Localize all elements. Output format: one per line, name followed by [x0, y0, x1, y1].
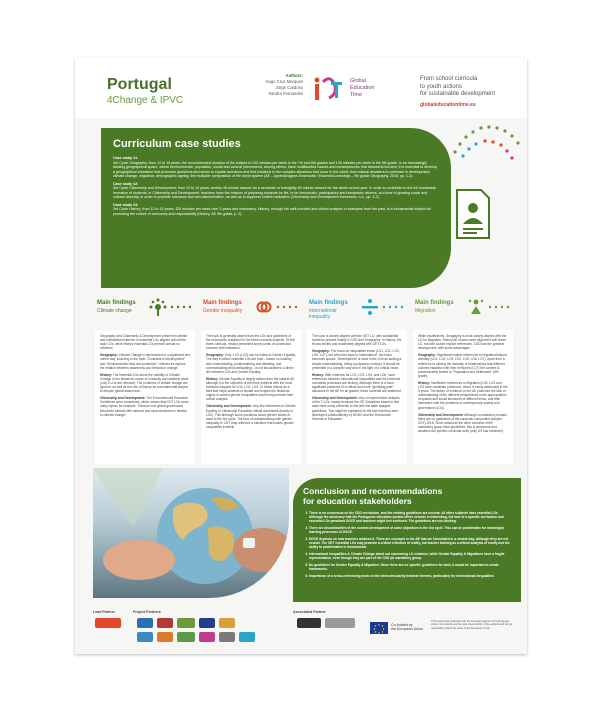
logo-line: Time	[350, 92, 363, 98]
eu-disclaimer: This poster was produced with the financial support of the European Union. Its contents are the sole responsibility of the authors and do not necessarily reflect the views of the European Union.	[431, 620, 513, 630]
partner-logo	[199, 618, 215, 628]
case-label: Case study #1:	[113, 156, 139, 160]
findings-paragraph	[312, 334, 402, 346]
case-study	[113, 203, 439, 217]
para-text: Insufficient references to Migration (LO5, LO2 and LO3 have moderate presence), which is rarely addressed in the 3 years. The failure of evidence in the AE promotes the lack of understanding of the different perspectives in the appropriation of spaces and social structures of different times, and their interaction with the problems of contemporary society and governance (LO4).	[418, 380, 508, 410]
findings-heading: Main findings	[203, 300, 242, 306]
findings-heading: Main findings	[309, 300, 348, 306]
para-heading: Geography:	[418, 353, 436, 358]
country-title: Portugal	[107, 76, 172, 93]
poster	[75, 58, 527, 654]
associated-partner-logo	[297, 618, 321, 628]
tagline-line: to youth actions	[420, 83, 463, 90]
conclusion-item: 4. International Inequalities & Climate Change stand out concerning LO evidence, while Gender Equality & Migrations have a fragile representation, even though they are part of the CDD (at mandatory group.	[309, 552, 511, 560]
conclusion-title-line: for education stakeholders	[303, 496, 412, 506]
findings-topic: Migration	[415, 308, 436, 314]
findings-paragraph	[100, 353, 190, 369]
findings-body	[307, 330, 407, 464]
dots-decoration	[487, 304, 515, 310]
dots-decoration	[169, 304, 197, 310]
gender-inequality-icon	[255, 298, 273, 316]
findings-paragraph	[206, 353, 296, 373]
get-logo-icon	[313, 76, 343, 102]
eu-flag-icon	[370, 622, 388, 634]
findings-paragraph	[100, 396, 190, 416]
dots-decoration	[275, 304, 303, 310]
migration-icon	[467, 298, 485, 316]
para-heading: History:	[100, 372, 113, 377]
authors-block	[235, 73, 303, 97]
case-text: 3rd Cycle Citizenship and Development; from 12 to 15 years; weekly 45-minute classes for a semester or fortnightly 45-minute classes for the whole school year. In order to contribute to the full humanistic formation of students, in Citizenship and Development, teachers have the mission of preparing students for life, to be democratic, participatory and humanistic citizens, at a time of growing social and cultural diversity, in order to promote tolerance and non-discrimination, as well as to suppress violent radicalism (Citizenship and Development framework, n.d., pp. 1-2).	[113, 186, 437, 199]
findings-body	[201, 330, 301, 464]
para-text: The essential LOs about the visibility of Climate Change in the historical course of humanity are relatively weak (only 3 LOs are relevant). The problems of climate change are ignored, as well as the role of history as a fundamental subject to deepen global awareness.	[100, 372, 189, 394]
para-text: With evidence for LO2, LO3, LO4, and LO6, more references between international inequalities and the historical colonialist processes are lacking. Although there is a more significant presence of a critical and more "glorifying past" discourse in the AE for all grades, these contents are scattered.	[312, 372, 402, 394]
logo-text	[350, 78, 374, 99]
para-heading: Citizenship and Development:	[100, 396, 146, 401]
conclusion-item: 6. Importance of a cross-referencing work on the intercurricularity between themes, particularly for international inequalities	[309, 574, 511, 578]
findings-row	[95, 296, 515, 464]
findings-heading: Main findings	[97, 300, 136, 306]
dots-decoration	[381, 304, 409, 310]
findings-gender-inequality	[201, 296, 305, 464]
case-text: 3rd Cycle Geography; from 12 to 15 years; the recommended duration of the subject is 100 minutes per week in the 7th and 8th grades and 125 minutes per week in the 9th grade. In an increasingly dividing geographical space, where environmental, population, social and cultural phenomena, among others, have multifaceted causes and consequences that transcend borders, it is essential to develop a geographical education that promotes questions and seeks to equate scenarios and find solutions to the complex situations that occur in the world, from natural disasters to contrasts in development, climate change, migration, demographic ageing, the multiplier composition of the world system (AE – Aprendizagens Essenciais / Essential Learnings – 9th grade Geography, 2018, pp. 1-2).	[113, 160, 437, 178]
conclusion-title-line: Conclusion and recommendations	[303, 486, 443, 496]
project-subtitle: 4Change & IPVC	[107, 95, 184, 106]
partner-logo	[177, 632, 195, 642]
tagline	[420, 76, 495, 99]
case-label: Case study #2:	[113, 181, 139, 186]
partner-logo	[137, 618, 153, 628]
associated-partner-label: Associated Partner	[293, 610, 326, 614]
partner-logo	[199, 632, 215, 642]
conclusion-list	[303, 511, 511, 578]
author-name: Hugo Cruz Marques	[265, 79, 303, 84]
author-name: Sandra Fernandes	[268, 91, 303, 96]
case-study	[113, 156, 439, 179]
lead-partner-logo	[95, 618, 121, 628]
para-text: The topic is closely aligned with the GET LO, with substantial evidence present mainly in CDD and Geography. In History, the fit was limited and moderately aligned with GET LOs.	[312, 334, 402, 347]
partner-logo	[219, 618, 235, 628]
para-text: The Environmental Education Guidelines were considered, which means that CDT LOs cover many topics; for example, "Discuss how global governance structures interact with national and local structures in relation to climate change".	[100, 396, 189, 417]
findings-paragraph	[418, 381, 508, 410]
findings-paragraph	[100, 373, 190, 393]
para-heading: Geography:	[100, 353, 118, 358]
findings-paragraph	[418, 413, 508, 433]
partner-logo	[177, 618, 195, 628]
para-heading: History:	[206, 376, 219, 381]
conclusion-item: 5. No guidelines for Gender Equality & Migration. Since there are no specific guidelines for both, it would be important to create frameworks.	[309, 563, 511, 571]
dotted-arc-decoration	[445, 122, 525, 198]
curriculum-case-studies	[101, 128, 451, 288]
findings-paragraph	[418, 334, 508, 350]
para-heading: Citizenship and Development:	[312, 396, 358, 401]
para-text: Although a mandatory domain, there are no guidelines of the curricular component (subject CDT) 2018. Since almost all the other domains of the mandatory group have guidelines, this is worrisome and weakens the specific curricular work (only 2/3 has evidence).	[418, 412, 508, 433]
partners-footer	[93, 610, 513, 650]
findings-paragraph	[206, 404, 296, 429]
tagline-line: for sustainable development	[420, 91, 496, 97]
partner-logo	[157, 632, 173, 642]
climate-change-icon	[149, 298, 167, 316]
conclusion-title	[303, 486, 511, 506]
poster-header	[75, 58, 527, 118]
findings-body	[413, 330, 513, 464]
findings-heading: Main findings	[415, 300, 454, 306]
para-heading: Citizenship and Development:	[418, 412, 464, 417]
partner-logo	[219, 632, 235, 642]
lead-partner-label: Lead Partner	[93, 610, 115, 614]
para-heading: Geography:	[206, 353, 224, 358]
findings-climate-change	[95, 296, 199, 464]
para-text: Very few references to Gender Equality in Citizenship Education official documents (mainly in LO2). This although some questions about gender issues is done in the 3rd cycle. The lack of mainstreaming with gender inequality in CDT may reinforce a narrative that makes gender inequalities invisible.	[206, 404, 296, 429]
eu-text-line: Co-funded by	[391, 623, 413, 627]
associated-partner-logo	[325, 618, 355, 628]
findings-header	[413, 296, 517, 328]
para-heading: Citizenship and Development:	[206, 404, 252, 409]
findings-paragraph	[312, 373, 402, 393]
conclusion-section	[293, 478, 521, 602]
para-text: Significant explicit references to Migration/cultural diversity (LO1, LO2, LO3, LO4, LO5, LO6, LO7). Apart from a reference to valuing the diversity of relationships that different cultures establish with their territories (LO7) the content is predominately limited to "Population and Settlement" (8th grade).	[418, 353, 507, 378]
findings-international-inequality	[307, 296, 411, 464]
conclusion-item: 3. DGCE depends on how teachers address it. There are concepts in the AE that are formulated in a neutral way, although they are not neutral. The GET essential LOs may promote a critical reflection of reality, but teacher training as a critical analysis of reality and the ability to problematize is fundamental.	[309, 537, 511, 550]
findings-paragraph	[418, 353, 508, 378]
para-text: The focus on inequalities exists (LO1, LO2, LO3, LO5, LO7), but when the topic is 'international', the focus becomes sparse. 'Development' is used in the LOs as lacking a simple understanding, being a polysemic concept, it should be presented in a complex way and in the light of a critical vision.	[312, 349, 402, 370]
para-heading: History:	[312, 372, 325, 377]
website-link[interactable]: globaleducationtime.eu	[420, 102, 476, 108]
para-text: Climate Change is represented in a significant and varied way, including in the topic "Contrasts in development" and "Environmental risks and protection"; references explore the relation between awareness and behaviour change.	[100, 353, 191, 370]
partner-logo	[137, 632, 153, 642]
cases-title: Curriculum case studies	[113, 138, 241, 150]
findings-paragraph	[206, 377, 296, 402]
conclusion-item: 2. There are discontinuities in the content development of some objectives in the 3rd cycle. This can be problematic for meaningful learning processes in DGCE.	[309, 526, 511, 534]
logo-line: Global	[350, 78, 366, 84]
eu-text-line: the European Union	[391, 627, 423, 632]
case-text: 3rd Cycle History; from 12 to 15 years; 325 minutes per week over 3 years and mandatory. History, through the well-founded and critical analysis of examples from the past, is a fundamental subject for promoting the culture of autonomy and responsibility (History, AE 9th grade, p. 2).	[113, 207, 431, 216]
findings-paragraph	[312, 349, 402, 369]
international-inequality-icon	[361, 298, 379, 316]
findings-body	[95, 330, 195, 464]
conclusion-item: 1. There is no consensus on the CDD curriculum, and the existing guidelines are unclear. All other subjects have essential LOs. Although the autonomy that the Portuguese education system offers schools is interesting, the lack of a specific curriculum and essential LOs penalises DGCE and teachers might feel confused. The guidelines are non-binding.	[309, 511, 511, 524]
case-label: Case study #3:	[113, 202, 139, 207]
partner-logo	[157, 618, 173, 628]
findings-paragraph	[100, 334, 190, 350]
findings-header	[95, 296, 199, 328]
document-person-icon	[455, 188, 491, 240]
findings-migration	[413, 296, 517, 464]
globe-illustration	[93, 468, 289, 598]
para-heading: Geography:	[312, 349, 330, 354]
findings-topic: Gender inequality	[203, 308, 243, 314]
para-text: The topic is generally absent from the LOs and guidelines of the documents analysed for the three curricula subjects. Of the three curricula, History presented some points of connection, however with limitations.	[206, 334, 295, 351]
para-text: Gender Equality is largely absent from the subject AE, although it is the objective of the three subjects with the most evidence mapped for LOs, LO2, LO3. To frame history as a field that helps students to situate and explain the historical origins of current gender inequalities would help promote their critical analysis.	[206, 376, 296, 402]
findings-topic: Climate change	[97, 308, 132, 314]
globe-hands-photo	[93, 468, 289, 598]
findings-header	[201, 296, 305, 328]
para-text: Very comprehensive analysis of the T-LOs, mostly because the OE Guidelines based in this case have many elements in line with the table analysis guidelines. This might be explained by the fact that they were developed collaboratively by NGDO and the Directorate-General of Education.	[312, 396, 400, 421]
project-partners-label: Project Partners	[133, 610, 161, 614]
tagline-line: From school curricula	[420, 76, 478, 82]
logo-line: Education	[350, 85, 375, 91]
author-name: Jorge Cardoso	[275, 85, 303, 90]
para-text: While insufficiently, Geography is most closely aligned with the LO for Migration. History AE shows some alignment with these LO, but with scarce explicit references. CDD has the greatest development, with some advantages.	[418, 334, 507, 351]
findings-topic: International inequality	[309, 308, 337, 320]
findings-paragraph	[312, 396, 402, 421]
partner-logo	[239, 632, 255, 642]
findings-header	[307, 296, 411, 328]
para-text: Only 1 LO (LO1) can be linked to Gender Equality. The way in which essential LOs are built – based on locating and understanding, problematizing and debating, and communicating and participating – is not favourable to a direct link between LOs and Gender Equality.	[206, 353, 296, 374]
findings-paragraph	[206, 334, 296, 350]
para-heading: History:	[418, 380, 431, 385]
case-study	[113, 182, 439, 200]
eu-cofunded-text	[391, 623, 423, 632]
para-text: Geography and Citizenship & Development present moderate and substantial evidence of essential LOs aligned with all the topic LOs, while History essential LOs present almost no evidence.	[100, 334, 187, 351]
authors-label: Authors:	[285, 73, 303, 78]
